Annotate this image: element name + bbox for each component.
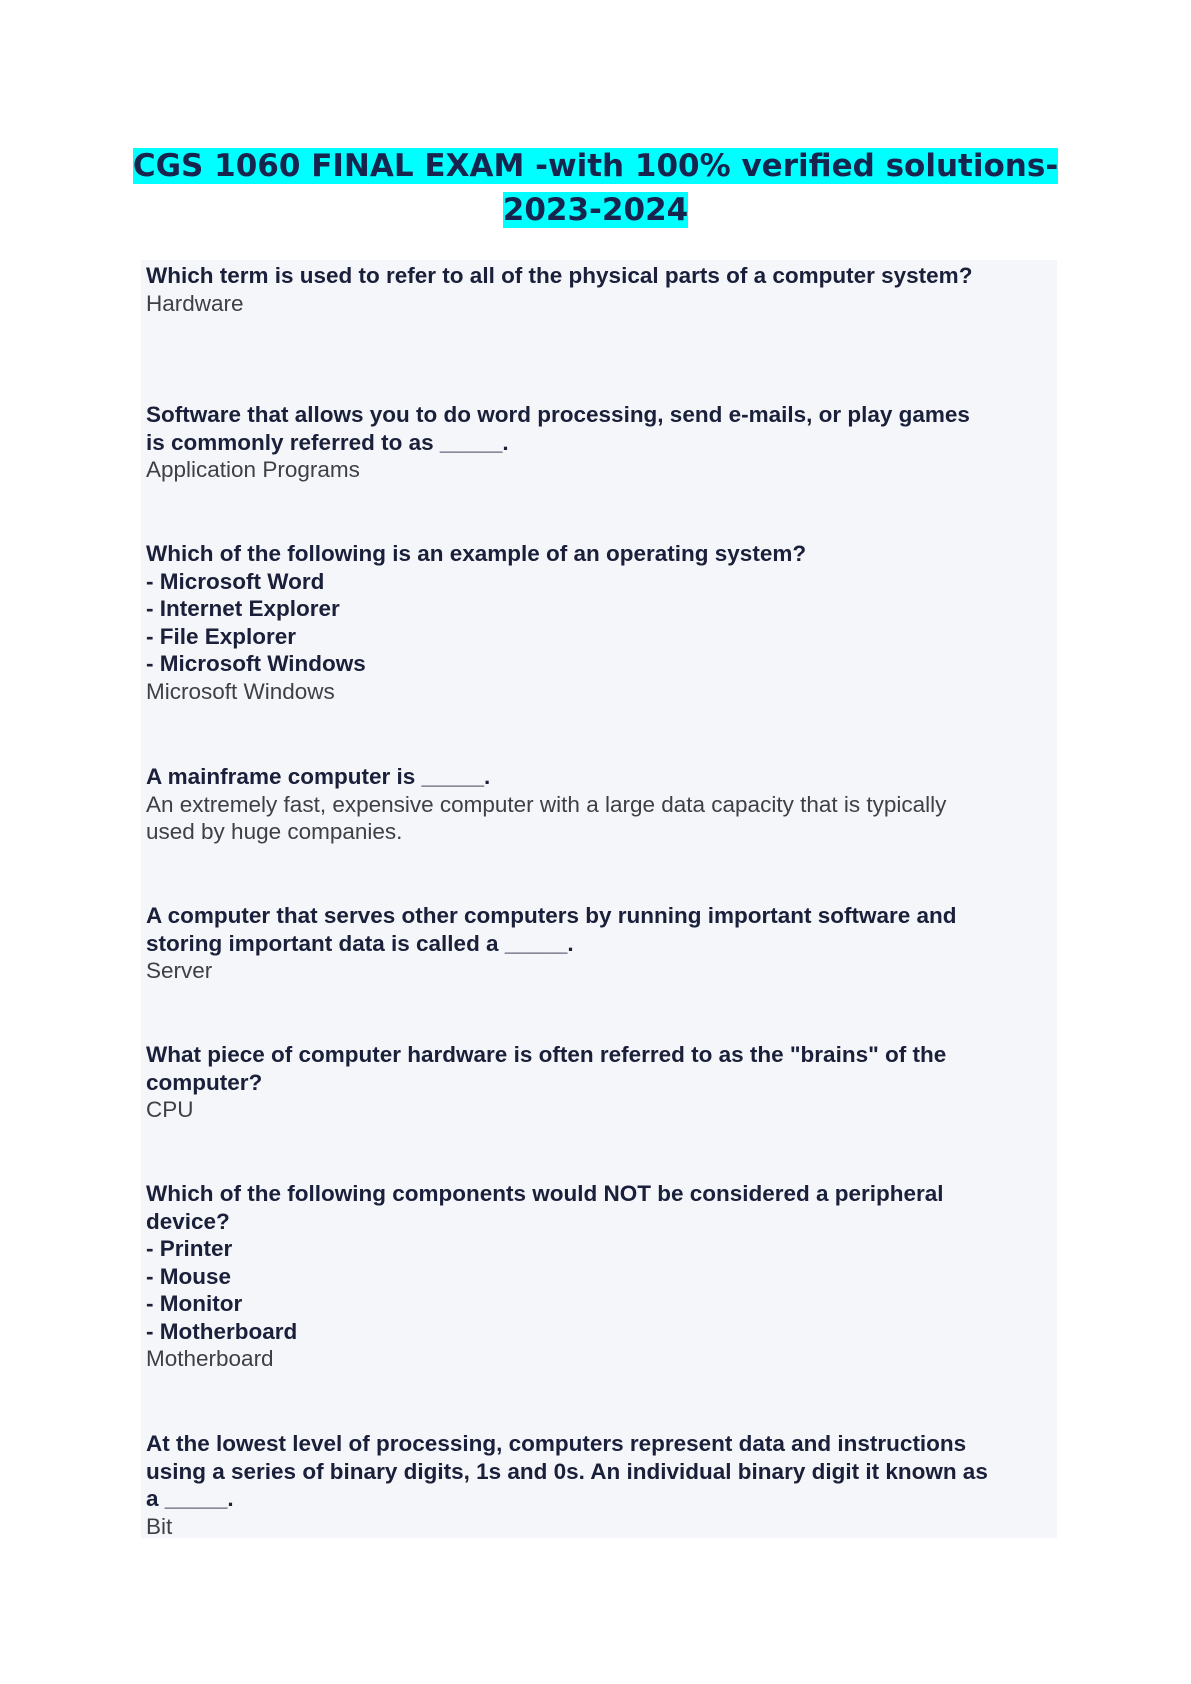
answer-4: An extremely fast, expensive computer with a large data capacity that is typically used by huge companies. [146,791,947,844]
qa-item-5 [146,902,1046,985]
question-6: What piece of computer hardware is often referred to as the "brains" of the computer? [146,1042,947,1095]
qa-item-3 [146,540,1046,705]
question-3: Which of the following is an example of an operating system? - Microsoft Word - Internet Explorer - File Explorer - Microsoft Windows [146,541,807,676]
answer-6: CPU [146,1097,194,1122]
qa-item-1 [146,262,1046,317]
qa-item-4 [146,763,1046,846]
answer-3: Microsoft Windows [146,678,335,704]
question-8: At the lowest level of processing, computers represent data and instructions using a series of binary digits, 1s and 0s. An individual binary digit it known as a _____. [146,1431,988,1511]
qa-item-2 [146,401,1046,484]
answer-7: Motherboard [146,1346,274,1371]
qa-item-6 [146,1041,1046,1124]
title-line-2: 2023-2024 [502,192,689,228]
question-4: A mainframe computer is _____. [146,764,491,789]
title-line-1: CGS 1060 FINAL EXAM -with 100% verified solutions- [132,148,1059,184]
question-1: Which term is used to refer to all of the physical parts of a computer system? [146,263,973,288]
qa-item-7 [146,1180,1046,1373]
answer-5: Server [146,958,213,983]
page-title [0,144,1191,232]
question-7: Which of the following components would NOT be considered a peripheral device? - Printer - Mouse - Monitor - Motherboard [146,1181,944,1344]
qa-list [141,260,1057,1538]
qa-item-8 [146,1430,1046,1540]
answer-1: Hardware [146,290,244,316]
answer-2: Application Programs [146,457,360,482]
question-5: A computer that serves other computers by running important software and storing important data is called a _____. [146,903,957,956]
question-2: Software that allows you to do word processing, send e-mails, or play games is commonly referred to as _____. [146,402,970,455]
answer-8: Bit [146,1513,173,1539]
